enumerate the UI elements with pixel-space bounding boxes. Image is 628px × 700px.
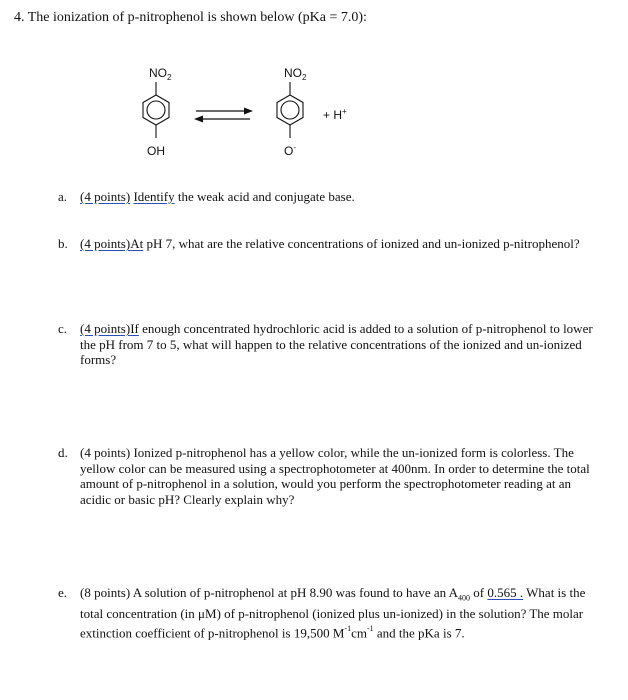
part-e-text-3: What is the total concentration (in μM) of p-nitrophenol (ionized plus un-ionized) in the solution? The molar extinction coefficient of p-nitrophenol is 19,500 M xyxy=(80,585,586,640)
part-e-text-1: (8 points) A solution of p-nitrophenol at pH 8.90 was found to have an A xyxy=(80,585,459,600)
p-nitrophenol-structure xyxy=(143,66,172,158)
part-e xyxy=(58,585,598,640)
part-c-keyword: If xyxy=(130,321,139,336)
part-c-text: enough concentrated hydrochloric acid is added to a solution of p-nitrophenol to lower the pH from 7 to 5, what will happen to the relative concentrations of the ionized and un-ionized forms? xyxy=(80,321,593,367)
part-b-points: (4 points) xyxy=(80,236,131,251)
part-e-text-4: cm xyxy=(351,624,367,640)
question-number: 4. xyxy=(14,10,25,25)
part-a-keyword: Identify xyxy=(133,189,175,204)
part-c-points: (4 points) xyxy=(80,321,131,336)
part-a-points: (4 points) xyxy=(80,189,131,204)
part-c-label: c. xyxy=(58,321,68,336)
right-o-minus-label: O- xyxy=(284,143,297,158)
part-a-label: a. xyxy=(58,189,68,204)
part-b-text: pH 7, what are the relative concentrations of ionized and un-ionized p-nitrophenol? xyxy=(143,236,580,251)
p-nitrophenolate-structure xyxy=(277,66,347,158)
part-e-text-5: and the pKa is 7. xyxy=(373,624,465,640)
right-no2-label: $NO_2$ xyxy=(284,66,307,82)
part-e-absorbance-value: 0.565 . xyxy=(487,585,524,600)
left-no2-label: $NO_2$ xyxy=(149,66,172,82)
part-e-text-2: of xyxy=(470,585,488,600)
part-a-text: the weak acid and conjugate base. xyxy=(174,189,355,204)
left-oh-label: OH xyxy=(147,144,165,158)
reaction-diagram xyxy=(0,0,628,180)
proton-label: + H+ xyxy=(323,107,347,122)
part-e-label: e. xyxy=(58,585,68,600)
part-b-keyword: At xyxy=(130,236,144,251)
equilibrium-arrows xyxy=(194,108,253,123)
part-a xyxy=(58,189,598,205)
part-c xyxy=(58,321,598,368)
question-text: The ionization of p-nitrophenol is shown below (pKa = 7.0): xyxy=(27,10,367,25)
part-e-m-exponent: -1 xyxy=(344,623,352,633)
part-d-text: (4 points) Ionized p-nitrophenol has a yellow color, while the un-ionized form is colorless. The yellow color can be measured using a spectrophotometer at 400nm. In order to determine the total amount of p-nitrophenol in a solution, would you perform the spectrophotometer reading at an acidic or basic pH? Clearly explain why? xyxy=(80,445,590,507)
part-d xyxy=(58,445,598,507)
part-e-cm-exponent: -1 xyxy=(366,623,374,633)
part-b xyxy=(58,236,598,252)
part-b-label: b. xyxy=(58,236,68,251)
part-d-label: d. xyxy=(58,445,68,460)
part-e-a400-subscript: 400 xyxy=(458,593,471,603)
